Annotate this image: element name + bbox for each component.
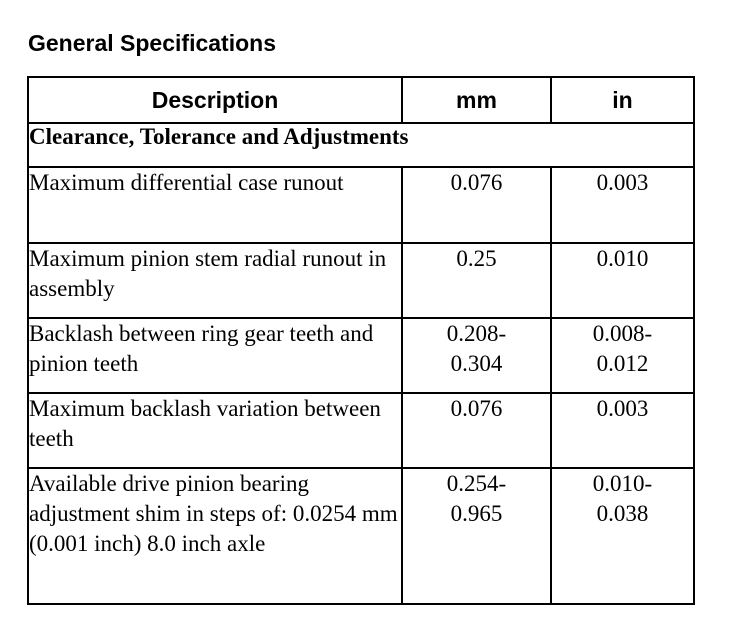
row-description: Maximum differential case runout xyxy=(28,167,402,243)
row-in-value xyxy=(551,167,694,243)
mm-value-line: 0.304 xyxy=(450,351,503,376)
in-value-line: 0.038 xyxy=(596,501,649,526)
in-value-line: 0.010 xyxy=(596,246,649,271)
row-in-value xyxy=(551,468,694,604)
table-row xyxy=(28,318,694,393)
mm-value-line: 0.25 xyxy=(456,246,497,271)
row-mm-value xyxy=(402,167,551,243)
page-title: General Specifications xyxy=(28,30,276,56)
row-mm-value xyxy=(402,393,551,468)
in-value-line: 0.003 xyxy=(596,170,649,195)
in-value-line: 0.003 xyxy=(596,396,649,421)
table-row xyxy=(28,167,694,243)
in-value-line: 0.008- xyxy=(592,321,653,346)
mm-value-line: 0.254- xyxy=(446,471,507,496)
header-description: Description xyxy=(28,77,402,123)
table-row xyxy=(28,468,694,604)
row-description: Maximum backlash variation between teeth xyxy=(28,393,402,468)
header-in: in xyxy=(551,77,694,123)
row-mm-value xyxy=(402,468,551,604)
row-in-value xyxy=(551,243,694,318)
row-description: Backlash between ring gear teeth and pinion teeth xyxy=(28,318,402,393)
table-row xyxy=(28,393,694,468)
in-value-line: 0.012 xyxy=(596,351,649,376)
header-row xyxy=(28,77,694,123)
mm-value-line: 0.076 xyxy=(450,170,503,195)
row-description: Available drive pinion bearing adjustment shim in steps of: 0.0254 mm (0.001 inch) 8.0 inch axle xyxy=(28,468,402,604)
row-mm-value xyxy=(402,318,551,393)
row-in-value xyxy=(551,393,694,468)
section-row xyxy=(28,123,694,167)
row-mm-value xyxy=(402,243,551,318)
row-description: Maximum pinion stem radial runout in assembly xyxy=(28,243,402,318)
mm-value-line: 0.208- xyxy=(446,321,507,346)
mm-value-line: 0.965 xyxy=(450,501,503,526)
specifications-table xyxy=(27,76,695,605)
mm-value-line: 0.076 xyxy=(450,396,503,421)
in-value-line: 0.010- xyxy=(592,471,653,496)
row-in-value xyxy=(551,318,694,393)
section-label: Clearance, Tolerance and Adjustments xyxy=(28,123,694,167)
table-row xyxy=(28,243,694,318)
header-mm: mm xyxy=(402,77,551,123)
